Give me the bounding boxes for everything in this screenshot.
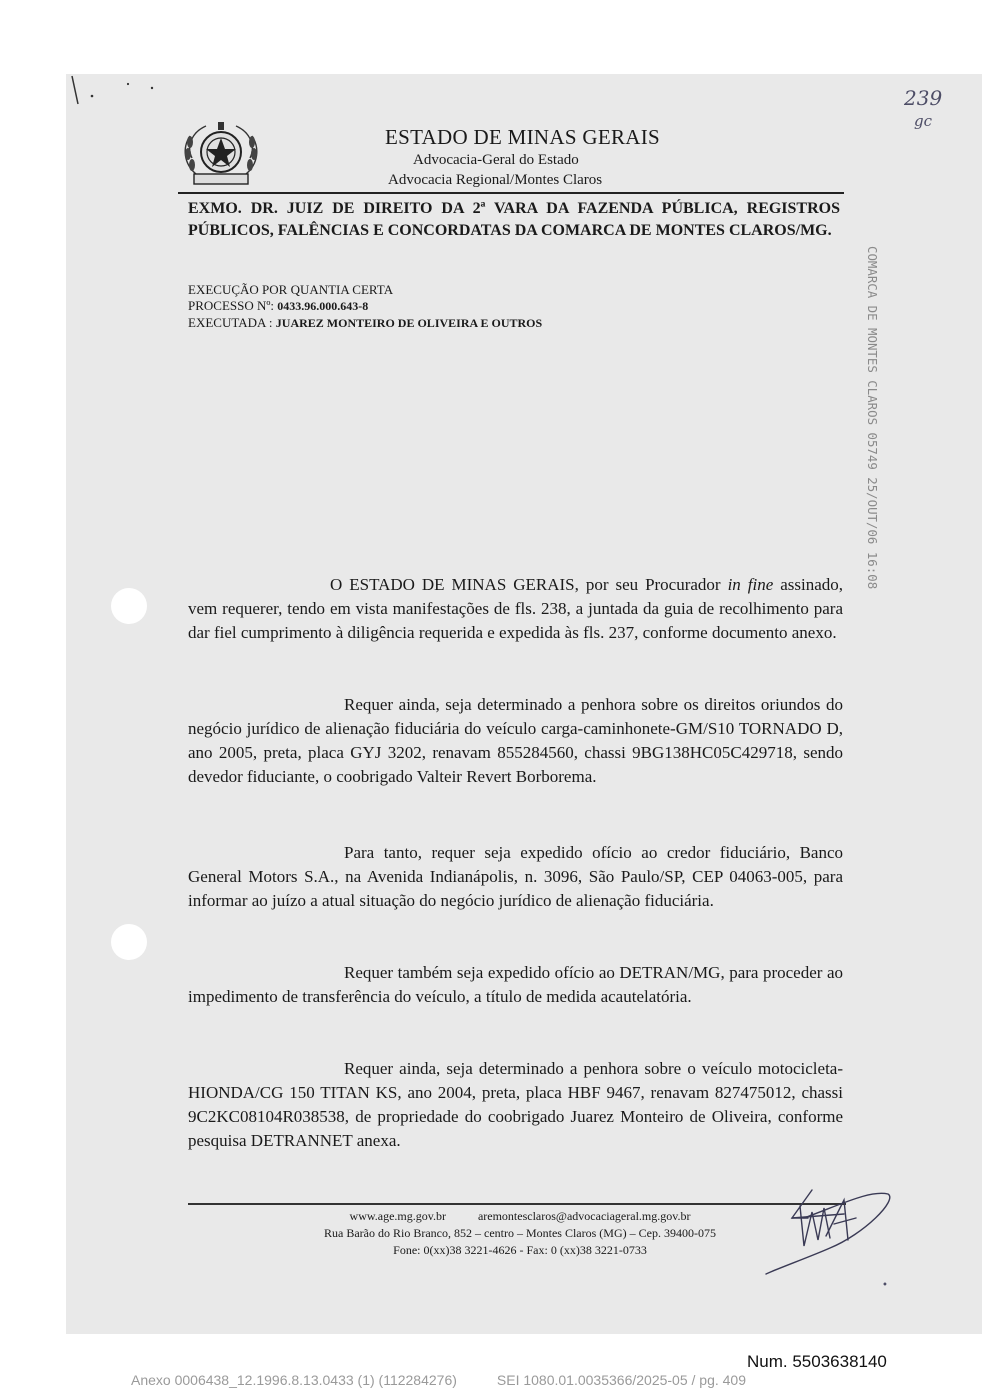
- defendant-label: EXECUTADA :: [188, 315, 273, 330]
- defendant-name: JUAREZ MONTEIRO DE OLIVEIRA E OUTROS: [275, 316, 543, 330]
- header-subtitle-agency: Advocacia-Geral do Estado: [413, 152, 579, 168]
- addressee: EXMO. DR. JUIZ DE DIREITO DA 2ª VARA DA FAZENDA PÚBLICA, REGISTROS PÚBLICOS, FALÊNCIAS E CONCORDATAS DA COMARCA DE MONTES CLAROS/MG.: [188, 200, 840, 239]
- paragraph-4-text: Requer também seja expedido ofício ao DETRAN/MG, para proceder ao impedimento de transferência do veículo, a título de medida acautelatória.: [188, 963, 843, 1006]
- footer-website: www.age.mg.gov.br: [349, 1209, 446, 1223]
- footer-email: aremontesclaros@advocaciageral.mg.gov.br: [477, 1209, 691, 1223]
- attorney-signature: [752, 1178, 902, 1278]
- court-protocol-stamp: [862, 246, 886, 616]
- footer-address: Rua Barão do Rio Branco, 852 – centro – Montes Claros (MG) – Cep. 39400-075: [324, 1226, 716, 1240]
- paragraph-1-italic-b: fine: [747, 575, 774, 594]
- handwritten-page-number: 239: [904, 86, 943, 110]
- punch-hole: [111, 588, 147, 624]
- annex-reference-line: [131, 1372, 746, 1388]
- paragraph-3-text: Para tanto, requer seja expedido ofício ao credor fiduciário, Banco General Motors S.A., na Avenida Indianápolis, n. 3096, São Paulo/SP, CEP 04063-005, para informar ao juízo a atual situação do negócio jurídico de alienação fiduciária.: [188, 843, 843, 910]
- state-coat-of-arms-icon: [178, 118, 264, 190]
- header-divider: [178, 192, 844, 194]
- header-title: ESTADO DE MINAS GERAIS: [385, 125, 661, 149]
- footer-phones: Fone: 0(xx)38 3221-4626 - Fax: 0 (xx)38 3221-0733: [393, 1243, 647, 1257]
- handwritten-initials: gc: [914, 112, 933, 130]
- sei-reference: SEI 1080.01.0035366/2025-05 / pg. 409: [496, 1372, 747, 1388]
- paragraph-2-text: Requer ainda, seja determinado a penhora sobre os direitos oriundos do negócio jurídico de alienação fiduciária do veículo carga-caminhonete-GM/S10 TORNADO D, ano 2005, preta, placa GYJ 3202, renavam 855284560, chassi 9BG138HC05C429718, sendo devedor fiduciante, o coobrigado Valteir Revert Borborema.: [188, 695, 843, 786]
- body-paragraph-3: [188, 841, 843, 913]
- punch-hole: [111, 924, 147, 960]
- process-number: 0433.96.000.643-8: [277, 299, 369, 313]
- body-paragraph-5: [188, 1057, 843, 1153]
- paragraph-1-rest: assinado, vem requerer, tendo em vista manifestações de fls. 238, a juntada da guia de recolhimento para dar fiel cumprimento à diligência requerida e expedida às fls. 237, conforme documento anexo.: [188, 575, 844, 642]
- paragraph-1-italic-a: in: [727, 575, 741, 594]
- paragraph-1-lead: O ESTADO DE MINAS GERAIS, por seu Procurador: [330, 575, 721, 594]
- scan-artifact: [66, 74, 186, 134]
- footer-contact-line: [240, 1208, 800, 1224]
- court-protocol-stamp-text: COMARCA DE MONTES CLAROS 05749 25/OUT/06 16:08: [865, 246, 880, 590]
- ink-dot: •: [882, 1280, 888, 1291]
- body-paragraph-2: [188, 693, 843, 789]
- case-process-line: [188, 298, 368, 314]
- body-paragraph-1: [188, 573, 843, 645]
- body-paragraph-4: [188, 961, 843, 1009]
- process-label: PROCESSO Nº:: [188, 298, 275, 313]
- header-subtitle-regional-office: Advocacia Regional/Montes Claros: [388, 172, 603, 188]
- annex-reference: Anexo 0006438_12.1996.8.13.0433 (1) (112284276): [131, 1372, 457, 1388]
- document-number: Num. 5503638140: [747, 1352, 887, 1371]
- case-action: EXECUÇÃO POR QUANTIA CERTA: [188, 282, 394, 297]
- footer-divider: [188, 1203, 846, 1205]
- case-defendant-line: [188, 315, 542, 331]
- paragraph-5-text: Requer ainda, seja determinado a penhora sobre o veículo motocicleta-HIONDA/CG 150 TITAN KS, ano 2004, preta, placa HBF 9467, renavam 827475012, chassi 9C2KC08104R038538, de propriedade do coobrigado Juarez Monteiro de Oliveira, conforme pesquisa DETRANNET anexa.: [188, 1059, 843, 1150]
